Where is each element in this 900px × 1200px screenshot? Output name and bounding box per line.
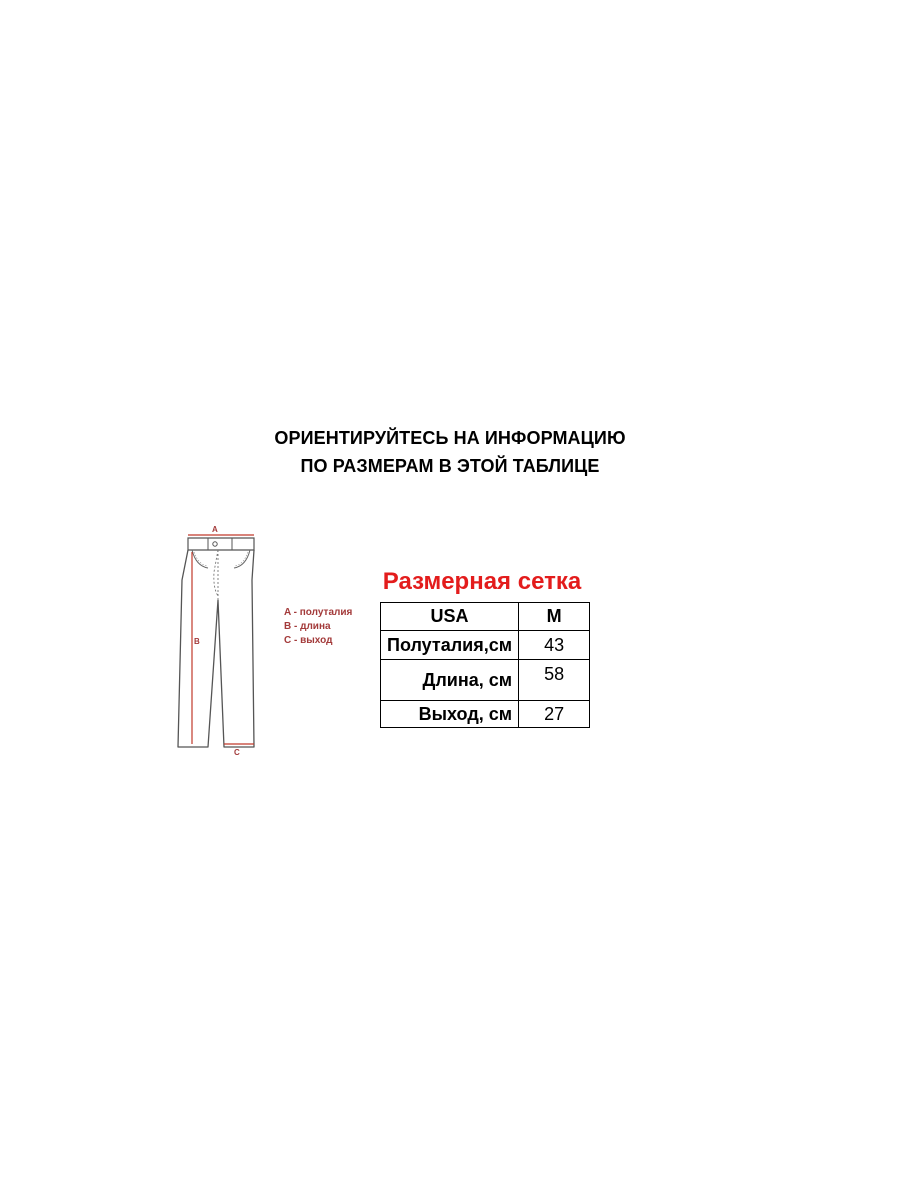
- pants-body-shape: [178, 550, 254, 747]
- row-value-cell: 43: [519, 631, 590, 660]
- row-label-cell: Выход, см: [381, 701, 519, 728]
- heading-line-2: ПО РАЗМЕРАМ В ЭТОЙ ТАБЛИЦЕ: [300, 456, 600, 476]
- marker-b-label: B: [194, 637, 200, 646]
- waistband-shape: [188, 538, 254, 550]
- page-heading: [0, 424, 900, 480]
- legend-item-a: A - полуталия: [284, 607, 353, 618]
- table-row: [381, 701, 590, 728]
- table-header-row: [381, 603, 590, 631]
- pants-outline-drawing: [168, 522, 278, 762]
- table-row: [381, 631, 590, 660]
- header-label-cell: USA: [381, 603, 519, 631]
- heading-line-1: ОРИЕНТИРУЙТЕСЬ НА ИНФОРМАЦИЮ: [274, 428, 626, 448]
- legend-item-c: C - выход: [284, 635, 333, 646]
- button-icon: [213, 542, 217, 546]
- marker-c-label: C: [234, 748, 240, 757]
- size-chart-title: Размерная сетка: [382, 568, 582, 595]
- row-value-cell: 27: [519, 701, 590, 728]
- header-size-cell: M: [519, 603, 590, 631]
- row-label-cell: Длина, см: [381, 660, 519, 701]
- table-row: [381, 660, 590, 701]
- legend-item-b: B - длина: [284, 621, 331, 632]
- pants-measurement-diagram: [168, 522, 278, 762]
- row-value-cell: 58: [519, 660, 590, 701]
- size-chart-table: [380, 602, 590, 728]
- row-label-cell: Полуталия,см: [381, 631, 519, 660]
- fly-stitch-shape: [214, 550, 218, 600]
- measurement-legend: [284, 606, 352, 648]
- marker-a-label: A: [212, 525, 218, 534]
